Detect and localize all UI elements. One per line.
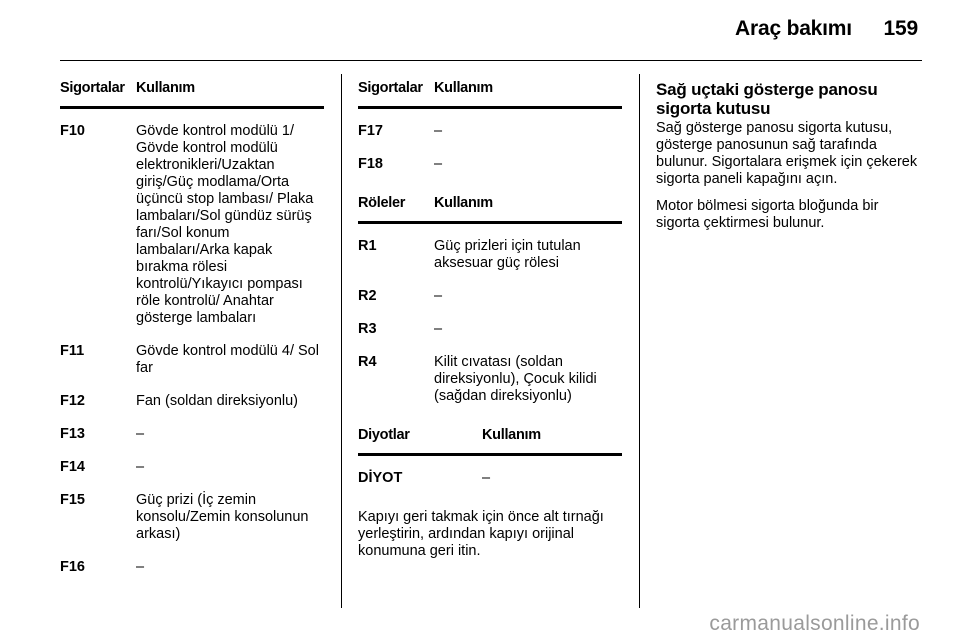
fuse-usage: –	[136, 426, 145, 442]
section-heading: Sağ uçtaki gösterge panosu sigorta kutusu	[656, 80, 878, 118]
relay-usage: Güç prizleri için tutulan aksesuar güç rölesi	[434, 238, 581, 271]
fuse-code: F13	[60, 426, 85, 442]
fuse-code: F11	[60, 343, 85, 359]
table-row	[60, 443, 324, 476]
fuse-code: F12	[60, 393, 85, 409]
header-relays: Röleler	[358, 195, 434, 223]
fuse-usage: Fan (soldan direksiyonlu)	[136, 393, 298, 409]
fuse-usage: –	[434, 123, 443, 139]
header-usage: Kullanım	[482, 427, 622, 455]
fuse-usage: Gövde kontrol modülü 4/ Sol far	[136, 343, 319, 376]
relay-usage: –	[434, 288, 443, 304]
header-usage: Kullanım	[136, 80, 324, 108]
relay-table	[358, 195, 622, 405]
table-row	[358, 455, 622, 488]
column-divider-1	[341, 74, 342, 608]
table-row	[60, 476, 324, 543]
fuse-table-1-header	[60, 80, 324, 108]
table-row	[358, 223, 622, 273]
table-row	[60, 108, 324, 328]
table-row	[358, 338, 622, 405]
page-header	[735, 17, 918, 41]
watermark: carmanualsonline.info	[709, 612, 920, 635]
header-fuses: Sigortalar	[60, 80, 136, 108]
fuse-code: F16	[60, 559, 85, 575]
fuse-usage: Gövde kontrol modülü 1/ Gövde kontrol modülü elektronikleri/Uzaktan giriş/Güç modlama/Orta üçüncü stop lambası/ Plaka lambaları/Sol gündüz sürüş farı/Sol konum lambaları/Arka kapak bırakma rölesi kontrolü/Yıkayıcı pompası röle kontrolü/ Anahtar gösterge lambaları	[136, 123, 314, 326]
diode-table-header	[358, 427, 622, 455]
table-row	[60, 327, 324, 377]
fuse-table-2-header	[358, 80, 622, 108]
header-diodes: Diyotlar	[358, 427, 482, 455]
fuse-code: F18	[358, 156, 383, 172]
relay-code: R3	[358, 321, 377, 337]
fuse-table-2	[358, 80, 622, 173]
page-title: Araç bakımı	[735, 17, 852, 40]
relay-usage: Kilit cıvatası (soldan direksiyonlu), Çocuk kilidi (sağdan direksiyonlu)	[434, 354, 597, 404]
diode-code: DİYOT	[358, 470, 403, 486]
page-number: 159	[883, 17, 918, 40]
fuse-code: F15	[60, 492, 85, 508]
column-1	[60, 80, 324, 598]
column-divider-2	[639, 74, 640, 608]
fuse-usage: –	[136, 459, 145, 475]
relay-code: R4	[358, 354, 377, 370]
fuse-code: F14	[60, 459, 85, 475]
table-row	[358, 108, 622, 141]
diode-usage: –	[482, 470, 491, 486]
header-rule	[60, 60, 922, 61]
relay-code: R1	[358, 238, 377, 254]
relay-usage: –	[434, 321, 443, 337]
header-fuses: Sigortalar	[358, 80, 434, 108]
body-paragraph-2: Motor bölmesi sigorta bloğunda bir sigorta çektirmesi bulunur.	[656, 198, 879, 231]
fuse-code: F10	[60, 123, 85, 139]
note-paragraph: Kapıyı geri takmak için önce alt tırnağı yerleştirin, ardından kapıyı orijinal konumuna geri itin.	[358, 509, 604, 559]
header-usage: Kullanım	[434, 195, 622, 223]
column-2	[358, 80, 622, 570]
fuse-code: F17	[358, 123, 383, 139]
table-row	[60, 410, 324, 443]
body-paragraph-1: Sağ gösterge panosu sigorta kutusu, gösterge panosunun sağ tarafında bulunur. Sigortalara erişmek için çekerek sigorta paneli kapağını açın.	[656, 120, 918, 187]
relay-table-header	[358, 195, 622, 223]
column-3	[656, 80, 922, 242]
fuse-table-1	[60, 80, 324, 576]
relay-code: R2	[358, 288, 377, 304]
table-row	[358, 305, 622, 338]
fuse-usage: –	[434, 156, 443, 172]
fuse-usage: –	[136, 559, 145, 575]
table-row	[60, 377, 324, 410]
table-row	[358, 140, 622, 173]
table-row	[60, 543, 324, 576]
fuse-usage: Güç prizi (İç zemin konsolu/Zemin konsolunun arkası)	[136, 492, 309, 542]
header-usage: Kullanım	[434, 80, 622, 108]
table-row	[358, 272, 622, 305]
diode-table	[358, 427, 622, 487]
